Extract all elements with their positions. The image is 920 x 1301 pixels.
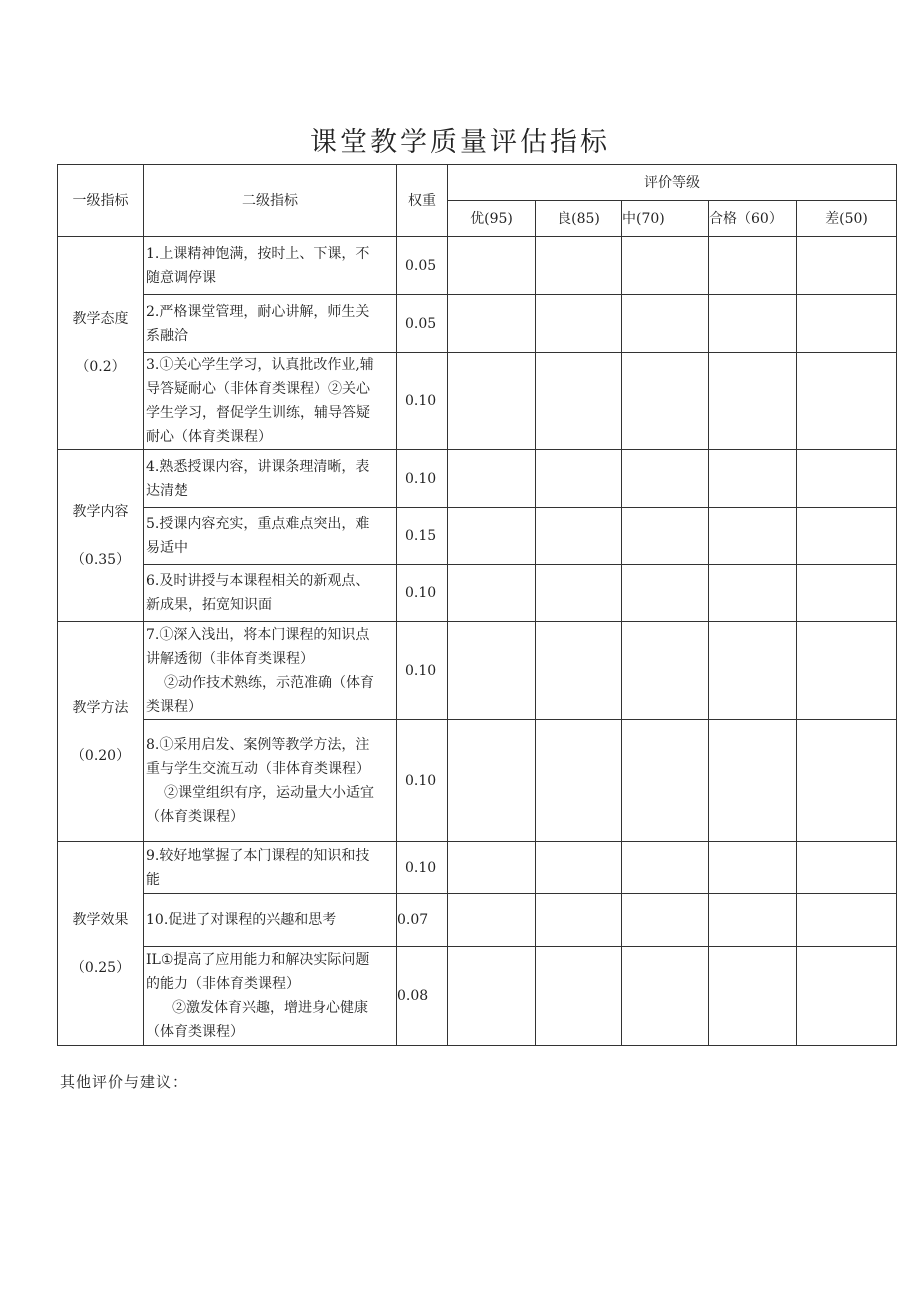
level2-line: 2.严格课堂管理，耐心讲解，师生关 xyxy=(146,303,370,320)
level2-line: 易适中 xyxy=(146,540,188,556)
rating-cell[interactable] xyxy=(448,842,536,894)
level2-line: ②课堂组织有序，运动量大小适宜 xyxy=(164,784,374,801)
rating-cell[interactable] xyxy=(797,842,897,894)
level2-line: 的能力（非体育类课程） xyxy=(146,976,300,992)
grade-good: 良(85) xyxy=(536,201,622,237)
level1-weight: （0.35） xyxy=(70,551,131,568)
rating-cell[interactable] xyxy=(536,565,622,622)
rating-cell[interactable] xyxy=(709,720,797,842)
rating-cell[interactable] xyxy=(536,450,622,508)
level1-weight: （0.20） xyxy=(70,747,131,764)
table-row xyxy=(58,842,897,894)
weight-cell: 0.10 xyxy=(397,450,448,508)
weight-cell: 0.10 xyxy=(397,842,448,894)
rating-cell[interactable] xyxy=(536,295,622,353)
grade-medium: 中(70) xyxy=(622,201,709,237)
level2-line: 系融洽 xyxy=(146,327,188,344)
level2-cell xyxy=(144,508,397,565)
level2-line: 学生学习，督促学生训练，辅导答疑 xyxy=(146,405,370,421)
rating-cell[interactable] xyxy=(536,353,622,450)
rating-cell[interactable] xyxy=(448,237,536,295)
weight-cell: 0.05 xyxy=(397,295,448,353)
level2-cell xyxy=(144,295,397,353)
level2-line: 9.较好地掌握了本门课程的知识和技 xyxy=(146,847,370,864)
level2-line: 随意调停课 xyxy=(146,269,216,286)
rating-cell[interactable] xyxy=(709,353,797,450)
level2-line: 3.①关心学生学习，认真批改作业,辅 xyxy=(146,357,374,373)
rating-cell[interactable] xyxy=(448,894,536,947)
rating-cell[interactable] xyxy=(448,565,536,622)
rating-cell[interactable] xyxy=(709,947,797,1046)
level2-line: 重与学生交流互动（非体育类课程） xyxy=(146,760,370,777)
rating-cell[interactable] xyxy=(622,622,709,720)
weight-cell: 0.10 xyxy=(397,622,448,720)
rating-cell[interactable] xyxy=(536,842,622,894)
rating-cell[interactable] xyxy=(709,295,797,353)
level2-cell xyxy=(144,565,397,622)
rating-cell[interactable] xyxy=(709,508,797,565)
level2-line: 8.①采用启发、案例等教学方法，注 xyxy=(146,736,370,753)
level2-line: 导答疑耐心（非体育类课程）②关心 xyxy=(146,381,370,397)
level2-line: 讲解透彻（非体育类课程） xyxy=(146,650,314,667)
rating-cell[interactable] xyxy=(536,622,622,720)
grade-poor: 差(50) xyxy=(797,201,897,237)
header-weight: 权重 xyxy=(397,165,448,237)
rating-cell[interactable] xyxy=(448,720,536,842)
rating-cell[interactable] xyxy=(448,450,536,508)
level1-cell xyxy=(58,237,144,450)
weight-cell: 0.10 xyxy=(397,720,448,842)
table-row xyxy=(58,947,897,1046)
level2-line: 达清楚 xyxy=(146,482,188,499)
rating-cell[interactable] xyxy=(709,622,797,720)
rating-cell[interactable] xyxy=(709,450,797,508)
rating-cell[interactable] xyxy=(622,894,709,947)
weight-cell: 0.07 xyxy=(397,894,448,947)
rating-cell[interactable] xyxy=(797,353,897,450)
rating-cell[interactable] xyxy=(797,720,897,842)
rating-cell[interactable] xyxy=(448,947,536,1046)
level2-line: 7.①深入浅出，将本门课程的知识点 xyxy=(146,626,370,643)
level2-cell xyxy=(144,622,397,720)
level2-line: 能 xyxy=(146,871,160,888)
level1-weight: （0.2） xyxy=(75,359,126,375)
table-row xyxy=(58,894,897,947)
table-row xyxy=(58,450,897,508)
rating-cell[interactable] xyxy=(709,894,797,947)
other-comments-label: 其他评价与建议： xyxy=(60,1073,189,1091)
rating-cell[interactable] xyxy=(709,842,797,894)
level2-cell xyxy=(144,894,397,947)
rating-cell[interactable] xyxy=(536,508,622,565)
level2-cell xyxy=(144,450,397,508)
rating-cell[interactable] xyxy=(797,508,897,565)
level2-cell xyxy=(144,842,397,894)
rating-cell[interactable] xyxy=(536,237,622,295)
rating-cell[interactable] xyxy=(536,947,622,1046)
level1-cell xyxy=(58,622,144,842)
rating-cell[interactable] xyxy=(797,894,897,947)
rating-cell[interactable] xyxy=(622,353,709,450)
header-level2: 二级指标 xyxy=(144,165,397,237)
rating-cell[interactable] xyxy=(797,947,897,1046)
rating-cell[interactable] xyxy=(797,450,897,508)
table-row xyxy=(58,295,897,353)
header-level1: 一级指标 xyxy=(58,165,144,237)
table-row xyxy=(58,622,897,720)
rating-cell[interactable] xyxy=(622,947,709,1046)
level2-cell xyxy=(144,237,397,295)
level1-name: 教学内容 xyxy=(72,503,129,520)
rating-cell[interactable] xyxy=(448,622,536,720)
level2-line: 类课程） xyxy=(146,698,202,715)
level2-cell xyxy=(144,353,397,450)
rating-cell[interactable] xyxy=(622,565,709,622)
level2-line: 新成果，拓宽知识面 xyxy=(146,597,272,613)
weight-cell: 0.08 xyxy=(397,947,448,1046)
level1-cell xyxy=(58,450,144,622)
level2-cell xyxy=(144,947,397,1046)
level2-line: 耐心（体育类课程） xyxy=(146,429,272,445)
rating-cell[interactable] xyxy=(622,842,709,894)
level2-line: （体育类课程） xyxy=(146,808,244,825)
rating-cell[interactable] xyxy=(622,720,709,842)
table-row xyxy=(58,565,897,622)
level2-line: 4.熟悉授课内容，讲课条理清晰，表 xyxy=(146,458,370,475)
level2-line: 5.授课内容充实，重点难点突出，难 xyxy=(146,516,370,532)
rating-cell[interactable] xyxy=(797,622,897,720)
level1-name: 教学方法 xyxy=(72,699,129,716)
header-row xyxy=(58,165,897,201)
rating-cell[interactable] xyxy=(709,237,797,295)
level2-line: ②激发体育兴趣，增进身心健康 xyxy=(172,1000,368,1016)
level2-line: 6.及时讲授与本课程相关的新观点、 xyxy=(146,573,370,589)
page-title: 课堂教学质量评估指标 xyxy=(310,127,610,158)
level2-line: 10.促进了对课程的兴趣和思考 xyxy=(146,912,337,928)
level2-line: （体育类课程） xyxy=(146,1024,244,1040)
level2-line: ②动作技术熟练，示范准确（体育 xyxy=(164,674,374,691)
rating-cell[interactable] xyxy=(797,295,897,353)
level2-line: IL①提高了应用能力和解决实际问题 xyxy=(146,952,370,968)
grade-pass: 合格（60） xyxy=(709,201,797,237)
rating-cell[interactable] xyxy=(622,508,709,565)
level2-cell xyxy=(144,720,397,842)
rating-cell[interactable] xyxy=(709,565,797,622)
table-row xyxy=(58,353,897,450)
rating-cell[interactable] xyxy=(622,237,709,295)
rating-cell[interactable] xyxy=(622,295,709,353)
weight-cell: 0.15 xyxy=(397,508,448,565)
level1-name: 教学效果 xyxy=(72,911,129,928)
rating-cell[interactable] xyxy=(536,720,622,842)
rating-cell[interactable] xyxy=(622,450,709,508)
level1-weight: （0.25） xyxy=(70,959,131,976)
level1-cell xyxy=(58,842,144,1046)
weight-cell: 0.10 xyxy=(397,353,448,450)
header-rating: 评价等级 xyxy=(448,165,897,201)
rating-cell[interactable] xyxy=(536,894,622,947)
rating-cell[interactable] xyxy=(448,295,536,353)
table-row xyxy=(58,720,897,842)
rating-cell[interactable] xyxy=(448,353,536,450)
weight-cell: 0.10 xyxy=(397,565,448,622)
table-row xyxy=(58,237,897,295)
level1-name: 教学态度 xyxy=(72,311,129,327)
evaluation-table xyxy=(57,164,897,1046)
table-row xyxy=(58,508,897,565)
rating-cell[interactable] xyxy=(797,237,897,295)
rating-cell[interactable] xyxy=(448,508,536,565)
weight-cell: 0.05 xyxy=(397,237,448,295)
grade-excellent: 优(95) xyxy=(448,201,536,237)
rating-cell[interactable] xyxy=(797,565,897,622)
level2-line: 1.上课精神饱满，按时上、下课，不 xyxy=(146,245,370,262)
